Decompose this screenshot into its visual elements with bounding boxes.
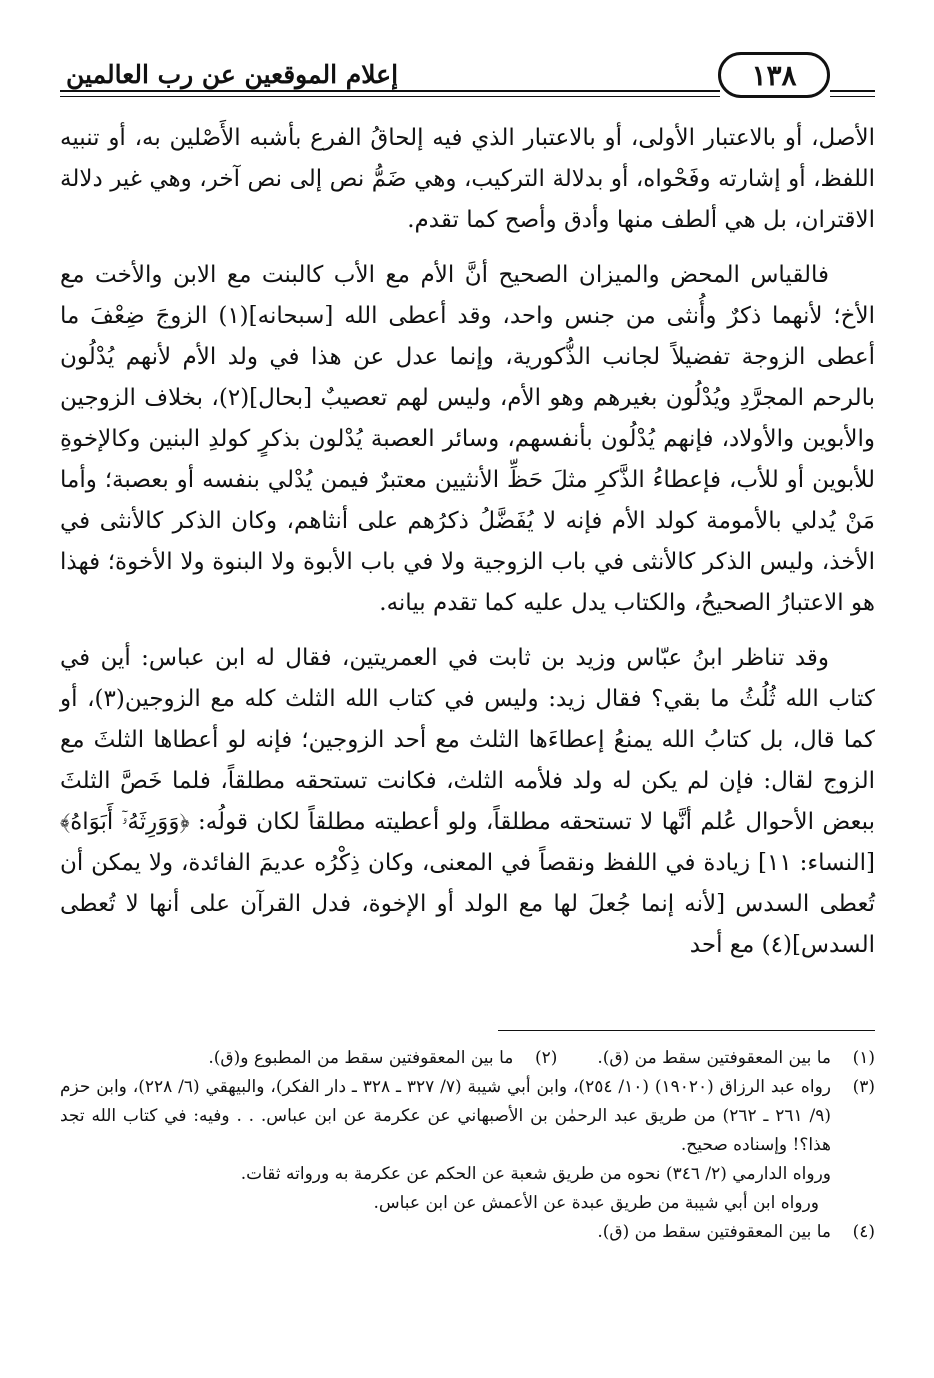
footnote-number: (٤) [852,1222,875,1242]
footnote [60,1073,875,1160]
footnote [597,1044,875,1073]
footnote-text: رواه عبد الرزاق (١٩٠٢٠) (١٠/ ٢٥٤)، وابن أبي شيبة (٧/ ٣٢٧ ـ ٣٢٨ ـ دار الفكر)، والبيهقي (٦/ ٢٢٨)، وابن حزم (٩/ ٢٦١ ـ ٢٦٢) من طريق عبد الرحمٰن بن الأصبهاني عن عكرمة عن ابن عباس. . . وفيه: في كتاب الله تجد هذا؟! وإسناده صحيح. [60,1077,831,1155]
header-rule [60,90,720,92]
footnote-separator [498,1030,875,1031]
footnote-text: ما بين المعقوفتين سقط من (ق). [597,1048,831,1068]
book-title: إعلام الموقعين عن رب العالمين [66,60,399,89]
footnote-number: (٢) [534,1048,558,1068]
footnote [208,1044,557,1073]
paragraph: فالقياس المحض والميزان الصحيح أنَّ الأم مع الأب كالبنت مع الابن والأخت مع الأخ؛ لأنهما ذكرٌ وأُنثى من جنس واحد، وقد أعطى الله [سبحانه](١) الزوجَ ضِعْفَ ما أعطى الزوجة تفضيلاً لجانب الذُّكورية، وإنما عدل عن هذا في ولد الأم لأنهم يُدْلُون بالرحم المجرَّدِ ويُدْلُون بغيرهم وهو الأم، وليس لهم تعصيبٌ [بحال](٢)، بخلاف الزوجين والأبوين والأولاد، فإنهم يُدْلُون بأنفسهم، وسائر العصبة يُدْلون بذكرٍ كولدِ البنين وكالإخوةِ للأبوين أو للأب، فإعطاءُ الذَّكرِ مثلَ حَظِّ الأنثيين معتبرٌ فيمن يُدْلي بنفسه أو بعصبة؛ وأما مَنْ يُدلي بالأمومة كولد الأم فإنه لا يُفَضَّلُ ذكرُهم على أنثاهم، وكان الذكر كالأنثى في الأخذ، وليس الذكر كالأنثى في باب الزوجية ولا في باب الأبوة ولا البنوة ولا الأخوة؛ فهذا هو الاعتبارُ الصحيحُ، والكتاب يدل عليه كما تقدم بيانه. [60,262,875,616]
page-number: ١٣٨ [718,52,830,98]
footnote-continuation: ورواه ابن أبي شيبة من طريق عبدة عن الأعمش عن ابن عباس. [373,1193,819,1213]
main-text [60,118,875,966]
footnote-text: ما بين المعقوفتين سقط من (ق). [597,1222,831,1242]
header-rule [830,90,875,92]
footnote-number: (٣) [852,1077,875,1097]
paragraph: وقد تناظر ابنُ عبّاس وزيد بن ثابت في العمريتين، فقال له ابن عباس: أين في كتاب الله ثُلُثُ ما بقي؟ فقال زيد: وليس في كتاب الله الثلث كله مع الزوجين(٣)، أو كما قال، بل كتابُ الله يمنعُ إعطاءَها الثلث مع أحد الزوجين؛ فإنه لو أعطاها الثلثَ مع الزوج لقال: فإن لم يكن له ولد فلأمه الثلث، فكانت تستحقه مطلقاً، فلما خَصَّ الثلثَ ببعض الأحوال عُلم أنَّها لا تستحقه مطلقاً، ولو أعطيته مطلقاً لكان قولُه: ﴿وَوَرِثَهُۥٓ أَبَوَاهُ﴾ [النساء: ١١] زيادة في اللفظ ونقصاً في المعنى، وكان ذِكْرُه عديمَ الفائدة، ولا يمكن أن تُعطى السدس [لأنه إنما جُعلَ لها مع الولد أو الإخوة، فدل القرآن على أنها لا تُعطى السدس](٤) مع أحد [60,645,875,958]
footnote-number: (١) [852,1048,875,1068]
footnote-text: ما بين المعقوفتين سقط من المطبوع و(ق). [208,1048,514,1068]
footnote-row [60,1044,875,1073]
paragraph: الأصل، أو بالاعتبار الأولى، أو بالاعتبار الذي فيه إلحاقُ الفرع بأشبه الأَصْلين به، أو تنبيه اللفظ، أو إشارته وفَحْواه، أو بدلالة التركيب، وهي ضَمُّ نص إلى نص آخر، وهي غير دلالة الاقتران، بل هي ألطف منها وأدق وأصح كما تقدم. [60,125,875,233]
header-rule [830,96,875,97]
header-rule [60,96,720,97]
footnote [60,1218,875,1247]
running-header [60,52,875,108]
footnotes [60,1044,875,1247]
footnote-continuation: ورواه الدارمي (٢/ ٣٤٦) نحوه من طريق شعبة عن الحكم عن عكرمة به ورواته ثقات. [240,1164,831,1184]
